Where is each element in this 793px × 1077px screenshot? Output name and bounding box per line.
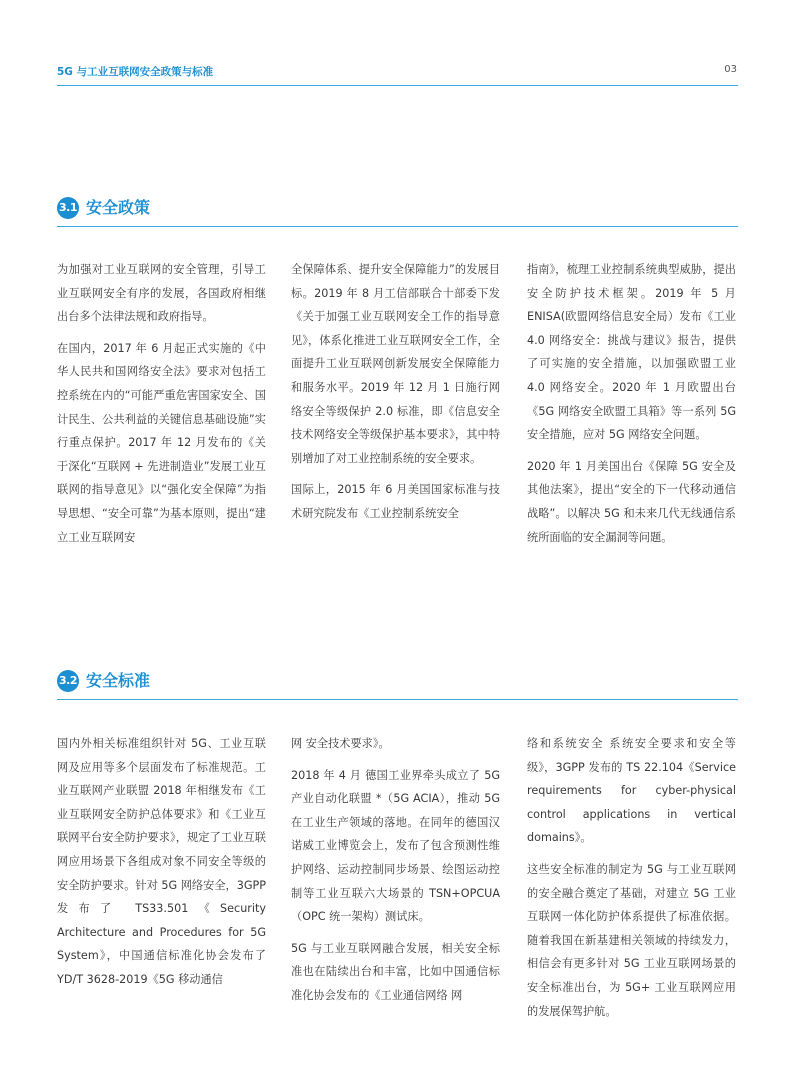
section-title: 安全政策 [86, 198, 151, 217]
paragraph: 网 安全技术要求》。 [291, 737, 390, 750]
section-divider [57, 226, 738, 227]
paragraph: 2020 年 1 月美国出台《保障 5G 安全及其他法案》，提出“安全的下一代移动通信战略”。以解决 5G 和未来几代无线通信系统所面临的安全漏洞等问题。 [527, 459, 736, 544]
header-divider [57, 85, 738, 86]
text-column-2 [291, 258, 500, 534]
paragraph: 这些安全标准的制定为 5G 与工业互联网的安全融合奠定了基础，对建立 5G 工业互联网一体化防护体系提供了标准依据。随着我国在新基建相关领域的持续发力，相信会有更多针对 5G 工业互联网场景的安全标准出台，为 5G+ 工业互联网应用的发展保驾护航。 [527, 862, 736, 1018]
text-column-1 [57, 732, 266, 1000]
paragraph: 全保障体系、提升安全保障能力”的发展目标。2019 年 8 月工信部联合十部委下发《关于加强工业互联网安全工作的指导意见》，体系化推进工业互联网安全工作，全面提升工业互联网创新发展安全保障能力和服务水平。2019 年 12 月 1 日施行网络安全等级保护 2.0 标准，即《信息安全技术网络安全等级保护基本要求》，其中特别增加了对工业控制系统的安全要求。 [291, 263, 500, 465]
paragraph: 为加强对工业互联网的安全管理，引导工业互联网安全有序的发展，各国政府相继出台多个法律法规和政府指导。 [57, 263, 266, 324]
text-column-2 [291, 732, 500, 1016]
section-number-badge: 3.2 [57, 670, 79, 692]
section-divider [57, 699, 738, 700]
paragraph: 5G 与工业互联网融合发展，相关安全标准也在陆续出台和丰富，比如中国通信标准化协会发布的《工业通信网络 网 [291, 941, 500, 1002]
paragraph: 国内外相关标准组织针对 5G、工业互联网及应用等多个层面发布了标准规范。工业互联网产业联盟 2018 年相继发布《工业互联网安全防护总体要求》和《工业互联网平台安全防护要求》，规定了工业互联网应用场景下各组成对象不同安全等级的安全防护要求。针对 5G 网络安全，3GPP 发布了 TS33.501《Security Architecture and Procedures for 5G System》，中国通信标准化协会发布了 YD/T 3628-2019《5G 移动通信 [57, 737, 266, 986]
text-column-3 [527, 732, 736, 1031]
paragraph: 在国内，2017 年 6 月起正式实施的《中华人民共和国网络安全法》要求对包括工控系统在内的“可能严重危害国家安全、国计民生、公共利益的关键信息基础设施”实行重点保护。2017 年 12 月发布的《关于深化“互联网 + 先进制造业”发展工业互联网的指导意见》以“强化安全保障”为指导思想、“安全可靠”为基本原则，提出“建立工业互联网安 [57, 341, 266, 544]
paragraph: 指南》，梳理工业控制系统典型威胁，提出安全防护技术框架。2019 年 5 月ENISA(欧盟网络信息安全局）发布《工业 4.0 网络安全：挑战与建议》报告，提供了可实施的安全措施，以加强欧盟工业 4.0 网络安全。2020 年 1 月欧盟出台《5G 网络安全欧盟工具箱》等一系列 5G 安全措施，应对 5G 网络安全问题。 [527, 263, 736, 442]
section-number-badge: 3.1 [57, 197, 79, 219]
section-title: 安全标准 [86, 671, 151, 690]
text-column-1 [57, 258, 266, 557]
paragraph: 2018 年 4 月 德国工业界牵头成立了 5G 产业自动化联盟 *（5G ACIA），推动 5G 在工业生产领域的落地。在同年的德国汉诺威工业博览会上，发布了包含预测性维护网络、运动控制同步场景、绘图运动控制等工业互联六大场景的 TSN+OPCUA（OPC 统一架构）测试床。 [291, 768, 500, 924]
paragraph: 国际上，2015 年 6 月美国国家标准与技术研究院发布《工业控制系统安全 [291, 483, 500, 520]
page-number: 03 [724, 64, 737, 75]
header-title: 5G 与工业互联网安全政策与标准 [57, 66, 214, 78]
paragraph: 络和系统安全 系统安全要求和安全等级》，3GPP 发布的 TS 22.104《Service requirements for cyber-physical control applications in vertical domains》。 [527, 737, 736, 845]
text-column-3 [527, 258, 736, 557]
